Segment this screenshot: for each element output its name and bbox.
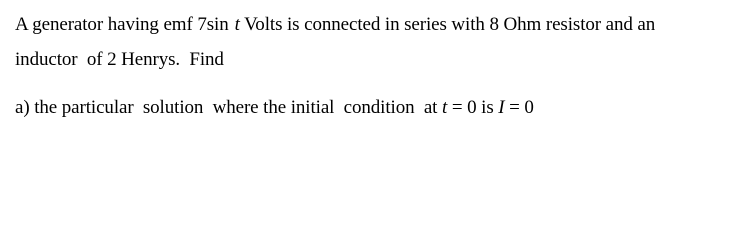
time-variable: t [234,14,240,35]
emf-coefficient: 7 [197,14,207,35]
question-text: = 0 [504,97,534,118]
problem-line-2 [15,49,224,71]
question-part-a [15,97,534,119]
sine-function: sin [206,14,229,35]
current-variable: I [498,97,505,118]
problem-text: Volts is connected in series with 8 Ohm resistor and an [239,14,656,35]
time-variable: t [441,97,448,118]
question-text: = 0 is [447,97,499,118]
problem-text: inductor of 2 Henrys. Find [15,49,224,70]
problem-text: A generator having emf [15,14,198,35]
question-text: a) the particular solution where the initial condition at [15,97,442,118]
problem-line-1 [15,14,655,36]
